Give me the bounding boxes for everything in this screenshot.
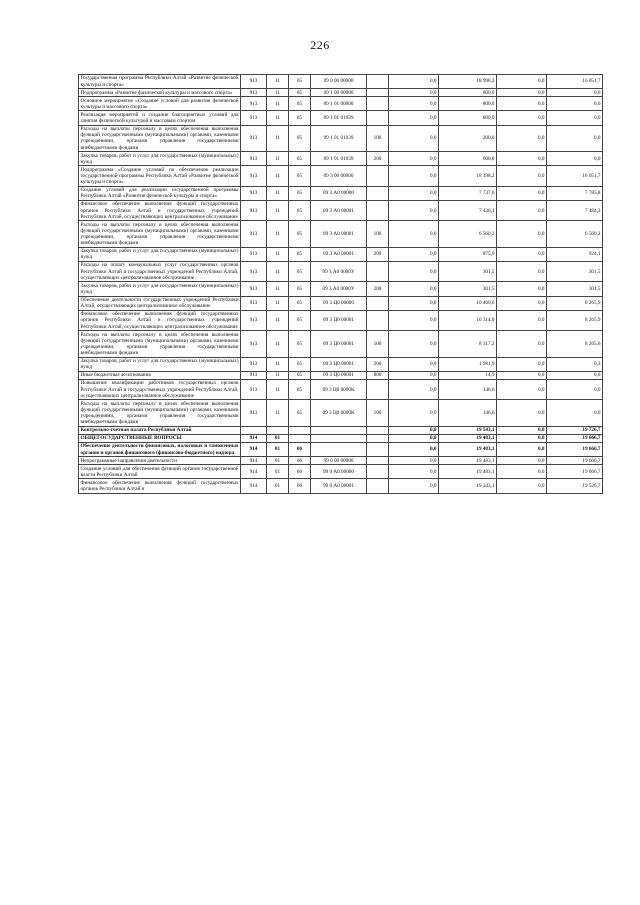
target-article: 09 1 01 01039 (311, 125, 367, 152)
amount-4: 0,3 (547, 357, 603, 371)
table-row (79, 125, 603, 152)
target-article: 09 3 Ц0 0000К (311, 400, 367, 427)
amount-2: 6 560,2 (439, 221, 497, 248)
amount-2: 19 343,1 (439, 479, 497, 493)
amount-2: 800,0 (439, 97, 497, 111)
section-code: 11 (267, 400, 289, 427)
target-article (311, 426, 367, 434)
target-article: 09 1 01 01039 (311, 152, 367, 166)
row-name: Подпрограмма «Развитие физической культуры и массового спорта» (79, 89, 241, 97)
amount-3: 0,0 (497, 331, 547, 358)
expense-type (367, 479, 389, 493)
page-number: 226 (310, 38, 330, 52)
amount-3: 0,0 (497, 247, 547, 261)
amount-3: 0,0 (497, 166, 547, 186)
admin-code: 913 (241, 186, 267, 200)
amount-4: 0,0 (547, 400, 603, 427)
target-article: 09 3 Ц0 00000 (311, 296, 367, 310)
row-name: Государственная программа Республики Алтай «Развитие физической культуры и спорта» (80, 75, 239, 88)
amount-4: 8 265,6 (547, 331, 603, 358)
target-article: 09 3 А0 0000У (311, 282, 367, 296)
amount-4: 0,0 (547, 89, 603, 97)
target-article: 09 1 00 00000 (311, 89, 367, 97)
amount-4: 19 666,7 (547, 465, 603, 479)
table-row (79, 380, 603, 400)
target-article: 09 3 00 00000 (311, 166, 367, 186)
amount-4: 8 265,9 (547, 296, 603, 310)
section-code: 01 (267, 434, 289, 442)
target-article (311, 442, 367, 456)
section-code: 11 (267, 296, 289, 310)
amount-4: 0,0 (547, 380, 603, 400)
row-name: Закупка товаров, работ и услуг для государственных (муниципальных) нужд (80, 152, 239, 165)
amount-3: 0,0 (497, 282, 547, 296)
amount-1: 0,0 (389, 310, 439, 330)
amount-2: 7 737,6 (439, 186, 497, 200)
row-name: Создание условий для обеспечения функций органов государственной власти Республики Алтай (80, 465, 239, 478)
admin-code: 914 (241, 457, 267, 465)
amount-3: 0,0 (497, 200, 547, 220)
amount-3: 0,0 (497, 479, 547, 493)
amount-2: 10 460,6 (439, 296, 497, 310)
amount-1: 0,0 (389, 479, 439, 493)
amount-1: 0,0 (389, 186, 439, 200)
row-name: Расходы на выплаты персоналу в целях обеспечения выполнения функций государственными (муниципальными) органами, казенными учреждениями, органами управления государственными внебюджетными фондами (80, 331, 239, 357)
section-code: 11 (267, 125, 289, 152)
amount-4: 0,0 (547, 372, 603, 380)
row-name: Подпрограмма «Создание условий по обеспечению реализации государственной программы Республики Алтай «Развитие физической культуры и спорта» (80, 166, 239, 186)
target-article: 99 0 А0 00001 (311, 479, 367, 493)
target-article: 09 3 Ц0 00001 (311, 372, 367, 380)
table-row (79, 400, 603, 427)
amount-2: 146,6 (439, 380, 497, 400)
amount-1: 0,0 (389, 400, 439, 427)
amount-2: 600,0 (439, 152, 497, 166)
subsection-code: 05 (289, 380, 311, 400)
subsection-code: 05 (289, 296, 311, 310)
section-code: 11 (267, 262, 289, 282)
admin-code: 913 (241, 75, 267, 89)
amount-4: 19 526,7 (547, 479, 603, 493)
subsection-code: 05 (289, 89, 311, 97)
section-code: 11 (267, 221, 289, 248)
table-row (79, 186, 603, 200)
amount-4: 0,0 (547, 125, 603, 152)
subsection-code (289, 426, 311, 434)
amount-1: 0,0 (389, 372, 439, 380)
table-row (79, 442, 603, 456)
amount-2: 875,9 (439, 247, 497, 261)
amount-2: 18 998,2 (439, 75, 497, 89)
section-code: 11 (267, 380, 289, 400)
amount-3: 0,0 (497, 296, 547, 310)
section-code: 01 (267, 479, 289, 493)
section-code: 11 (267, 166, 289, 186)
target-article: 09 1 01 00000 (311, 97, 367, 111)
target-article (311, 434, 367, 442)
target-article: 09 3 Ц0 00001 (311, 357, 367, 371)
amount-4: 19 666,7 (547, 442, 603, 456)
row-name: Иные бюджетные ассигнования (79, 372, 241, 380)
target-article: 09 3 А0 00001 (311, 247, 367, 261)
amount-4: 0,0 (547, 152, 603, 166)
expense-type: 100 (367, 125, 389, 152)
admin-code: 914 (241, 465, 267, 479)
row-name: Обеспечение деятельности финансовых, налоговых и таможенных органов и органов финансового (финансово-бюджетного) надзора (80, 443, 239, 456)
row-name: Расходы на выплаты персоналу в целях обеспечения выполнения функций государственными (муниципальными) органами, казенными учреждениями, органами управления государственными внебюджетными фондами (80, 125, 239, 151)
amount-2: 14,9 (439, 372, 497, 380)
row-name: Реализация мероприятий и создание благоприятных условий для занятия физической культурой и массовым спортом (80, 111, 239, 124)
amount-1: 0,0 (389, 247, 439, 261)
amount-3: 0,0 (497, 75, 547, 89)
expense-type (367, 166, 389, 186)
admin-code: 913 (241, 380, 267, 400)
row-name: Закупка товаров, работ и услуг для государственных (муниципальных) нужд (80, 358, 239, 371)
row-name: Обеспечение деятельности государственных учреждений Республики Алтай, осуществляющих централизованное обслуживание (80, 297, 239, 310)
admin-code: 913 (241, 125, 267, 152)
section-code: 11 (267, 97, 289, 111)
amount-1: 0,0 (389, 111, 439, 125)
amount-1: 0,0 (389, 89, 439, 97)
admin-code: 914 (241, 442, 267, 456)
amount-1: 0,0 (389, 426, 439, 434)
section-code: 11 (267, 282, 289, 296)
amount-1: 0,0 (389, 296, 439, 310)
target-article: 09 3 А0 00001 (311, 221, 367, 248)
amount-1: 0,0 (389, 125, 439, 152)
expense-type (367, 310, 389, 330)
amount-3: 0,0 (497, 89, 547, 97)
target-article: 09 3 Ц0 0000К (311, 380, 367, 400)
expense-type (367, 200, 389, 220)
budget-table-body (79, 75, 603, 494)
amount-4: 6 560,2 (547, 221, 603, 248)
expense-type (367, 296, 389, 310)
amount-4: 16 051,7 (547, 75, 603, 89)
subsection-code (289, 434, 311, 442)
amount-2: 18 198,2 (439, 166, 497, 186)
section-code: 01 (267, 457, 289, 465)
amount-2: 1 981,9 (439, 357, 497, 371)
amount-1: 0,0 (389, 97, 439, 111)
section-code: 01 (267, 442, 289, 456)
subsection-code: 05 (289, 372, 311, 380)
subsection-code: 05 (289, 262, 311, 282)
table-row (79, 152, 603, 166)
amount-3: 0,0 (497, 434, 547, 442)
expense-type: 200 (367, 357, 389, 371)
target-article: 99 0 00 00000 (311, 457, 367, 465)
amount-2: 7 436,1 (439, 200, 497, 220)
subsection-code: 05 (289, 111, 311, 125)
admin-code: 913 (241, 200, 267, 220)
amount-3: 0,0 (497, 152, 547, 166)
amount-2: 19 483,1 (439, 465, 497, 479)
amount-4: 301,5 (547, 282, 603, 296)
expense-type (367, 465, 389, 479)
table-row (79, 166, 603, 186)
target-article: 99 0 А0 00000 (311, 465, 367, 479)
amount-3: 0,0 (497, 221, 547, 248)
amount-3: 0,0 (497, 372, 547, 380)
admin-code: 913 (241, 221, 267, 248)
subsection-code: 05 (289, 200, 311, 220)
row-name: Основное мероприятие «Создание условий для развития физической культуры и массового спорта» (80, 97, 239, 110)
amount-3: 0,0 (497, 400, 547, 427)
table-row (79, 75, 603, 89)
amount-2: 800,0 (439, 89, 497, 97)
amount-4: 8 265,9 (547, 310, 603, 330)
table-row (79, 200, 603, 220)
amount-4: 19 666,7 (547, 434, 603, 442)
amount-3: 0,0 (497, 380, 547, 400)
table-row (79, 97, 603, 111)
expense-type: 200 (367, 282, 389, 296)
amount-1: 0,0 (389, 434, 439, 442)
table-row (79, 111, 603, 125)
amount-3: 0,0 (497, 357, 547, 371)
section-code: 11 (267, 310, 289, 330)
amount-3: 0,0 (497, 125, 547, 152)
admin-code: 913 (241, 372, 267, 380)
section-code: 11 (267, 75, 289, 89)
subsection-code: 05 (289, 247, 311, 261)
amount-4: 16 051,7 (547, 166, 603, 186)
subsection-code: 05 (289, 357, 311, 371)
amount-3: 0,0 (497, 111, 547, 125)
section-code: 01 (267, 465, 289, 479)
amount-1: 0,0 (389, 221, 439, 248)
amount-4: 19 666,7 (547, 457, 603, 465)
target-article: 09 1 01 01039 (311, 111, 367, 125)
expense-type: 800 (367, 372, 389, 380)
expense-type (367, 97, 389, 111)
row-name: Расходы на выплаты персоналу в целях обеспечения выполнения функций государственными (муниципальными) органами, казенными учреждениями, органами управления государственными внебюджетными фондами (80, 221, 239, 247)
row-name: ОБЩЕГОСУДАРСТВЕННЫЕ ВОПРОСЫ (79, 434, 241, 442)
amount-1: 0,0 (389, 166, 439, 186)
amount-3: 0,0 (497, 465, 547, 479)
row-name: Непрограммные направления деятельности (79, 457, 241, 465)
subsection-code: 05 (289, 331, 311, 358)
amount-2: 10 314,0 (439, 310, 497, 330)
expense-type (367, 380, 389, 400)
subsection-code: 05 (289, 221, 311, 248)
expense-type (367, 457, 389, 465)
expense-type: 100 (367, 331, 389, 358)
section-code: 11 (267, 186, 289, 200)
amount-3: 0,0 (497, 426, 547, 434)
section-code: 11 (267, 372, 289, 380)
target-article: 09 3 Ц0 00001 (311, 331, 367, 358)
table-row (79, 465, 603, 479)
amount-3: 0,0 (497, 262, 547, 282)
expense-type (367, 89, 389, 97)
subsection-code: 06 (289, 465, 311, 479)
section-code: 11 (267, 331, 289, 358)
target-article: 09 3 А0 00001 (311, 200, 367, 220)
section-code (267, 426, 289, 434)
expense-type (367, 262, 389, 282)
expense-type: 100 (367, 400, 389, 427)
amount-4: 301,5 (547, 262, 603, 282)
admin-code: 913 (241, 400, 267, 427)
section-code: 11 (267, 247, 289, 261)
expense-type (367, 434, 389, 442)
row-name: Повышение квалификации работников государственных органов Республики Алтай и государственных учреждений Республики Алтай, осуществляющих централизованное обслуживание (80, 380, 239, 399)
table-row (79, 247, 603, 261)
admin-code: 913 (241, 310, 267, 330)
budget-table (78, 74, 603, 494)
admin-code: 913 (241, 282, 267, 296)
amount-1: 0,0 (389, 380, 439, 400)
row-name: Финансовое обеспечение выполнения функций государственных органов Республики Алтай и (80, 479, 239, 492)
amount-3: 0,0 (497, 457, 547, 465)
subsection-code: 05 (289, 400, 311, 427)
subsection-code: 05 (289, 186, 311, 200)
row-name: Расходы на выплаты персоналу в целях обеспечения выполнения функций государственными (муниципальными) органами, казенными учреждениями, органами управления государственными внебюджетными фондами (80, 400, 239, 426)
subsection-code: 05 (289, 97, 311, 111)
amount-1: 0,0 (389, 282, 439, 296)
table-row (79, 282, 603, 296)
amount-3: 0,0 (497, 310, 547, 330)
amount-3: 0,0 (497, 97, 547, 111)
section-code: 11 (267, 357, 289, 371)
amount-4: 7 785,8 (547, 186, 603, 200)
amount-1: 0,0 (389, 357, 439, 371)
table-row (79, 89, 603, 97)
admin-code: 913 (241, 111, 267, 125)
section-code: 11 (267, 152, 289, 166)
amount-2: 8 317,2 (439, 331, 497, 358)
amount-1: 0,0 (389, 200, 439, 220)
amount-1: 0,0 (389, 331, 439, 358)
admin-code: 914 (241, 479, 267, 493)
amount-4: 0,0 (547, 97, 603, 111)
row-name: Финансовое обеспечение выполнения функций государственных органов Республики Алтай и государственных учреждений Республики Алтай, осуществляющих централизованное обслуживание (80, 311, 239, 330)
table-row (79, 434, 603, 442)
table-row (79, 331, 603, 358)
expense-type (367, 186, 389, 200)
table-row (79, 457, 603, 465)
amount-2: 19 483,1 (439, 457, 497, 465)
expense-type: 100 (367, 221, 389, 248)
subsection-code: 05 (289, 125, 311, 152)
admin-code: 913 (241, 89, 267, 97)
row-name: Создание условий для реализации государственной программы Республики Алтай «Развитие физической культуры и спорта» (80, 187, 239, 200)
amount-1: 0,0 (389, 152, 439, 166)
row-name: Закупка товаров, работ и услуг для государственных (муниципальных) нужд (80, 282, 239, 296)
target-article: 09 3 А0 00000 (311, 186, 367, 200)
table-row (79, 221, 603, 248)
amount-4: 7 484,3 (547, 200, 603, 220)
expense-type (367, 75, 389, 89)
subsection-code: 05 (289, 166, 311, 186)
amount-1: 0,0 (389, 442, 439, 456)
admin-code: 913 (241, 97, 267, 111)
amount-2: 301,5 (439, 262, 497, 282)
row-name: Закупка товаров, работ и услуг для государственных (муниципальных) нужд (80, 248, 239, 261)
admin-code: 914 (241, 434, 267, 442)
table-row (79, 296, 603, 310)
amount-3: 0,0 (497, 442, 547, 456)
amount-4: 19 726,7 (547, 426, 603, 434)
subsection-code: 06 (289, 442, 311, 456)
admin-code: 913 (241, 296, 267, 310)
amount-3: 0,0 (497, 186, 547, 200)
admin-code: 913 (241, 247, 267, 261)
table-row (79, 426, 603, 434)
section-code: 11 (267, 200, 289, 220)
amount-2: 200,0 (439, 125, 497, 152)
subsection-code: 05 (289, 152, 311, 166)
amount-1: 0,0 (389, 262, 439, 282)
table-row (79, 310, 603, 330)
row-name: Финансовое обеспечение выполнения функций государственных органов Республики Алтай и государственных учреждений Республики Алтай, осуществляющих централизованное обслуживание (80, 201, 239, 220)
amount-1: 0,0 (389, 465, 439, 479)
table-row (79, 357, 603, 371)
target-article: 09 0 00 00000 (311, 75, 367, 89)
admin-code: 913 (241, 331, 267, 358)
admin-code: 913 (241, 262, 267, 282)
amount-1: 0,0 (389, 457, 439, 465)
admin-code: 913 (241, 152, 267, 166)
table-row (79, 479, 603, 493)
admin-code: 913 (241, 357, 267, 371)
amount-2: 301,5 (439, 282, 497, 296)
table-row (79, 262, 603, 282)
admin-code: 913 (241, 166, 267, 186)
section-code: 11 (267, 89, 289, 97)
amount-2: 146,6 (439, 400, 497, 427)
subsection-code: 05 (289, 282, 311, 296)
amount-2: 19 543,1 (439, 426, 497, 434)
expense-type (367, 442, 389, 456)
subsection-code: 05 (289, 310, 311, 330)
expense-type: 200 (367, 152, 389, 166)
row-name: Расходы на оплату коммунальных услуг государственных органов Республики Алтай и государственных учреждений Республики Алтай, осуществляющих централизованное обслуживание (80, 262, 239, 281)
row-name: Контрольно-счетная палата Республики Алтай (79, 426, 241, 434)
section-code: 11 (267, 111, 289, 125)
subsection-code: 05 (289, 75, 311, 89)
subsection-code: 06 (289, 457, 311, 465)
amount-1: 0,0 (389, 75, 439, 89)
expense-type: 200 (367, 247, 389, 261)
amount-4: 0,0 (547, 111, 603, 125)
amount-2: 19 483,1 (439, 442, 497, 456)
target-article: 09 3 Ц0 00001 (311, 310, 367, 330)
expense-type (367, 111, 389, 125)
expense-type (367, 426, 389, 434)
table-row (79, 372, 603, 380)
amount-2: 19 483,1 (439, 434, 497, 442)
amount-2: 800,0 (439, 111, 497, 125)
target-article: 09 3 А0 0000У (311, 262, 367, 282)
amount-4: 924,1 (547, 247, 603, 261)
admin-code (241, 426, 267, 434)
subsection-code: 06 (289, 479, 311, 493)
